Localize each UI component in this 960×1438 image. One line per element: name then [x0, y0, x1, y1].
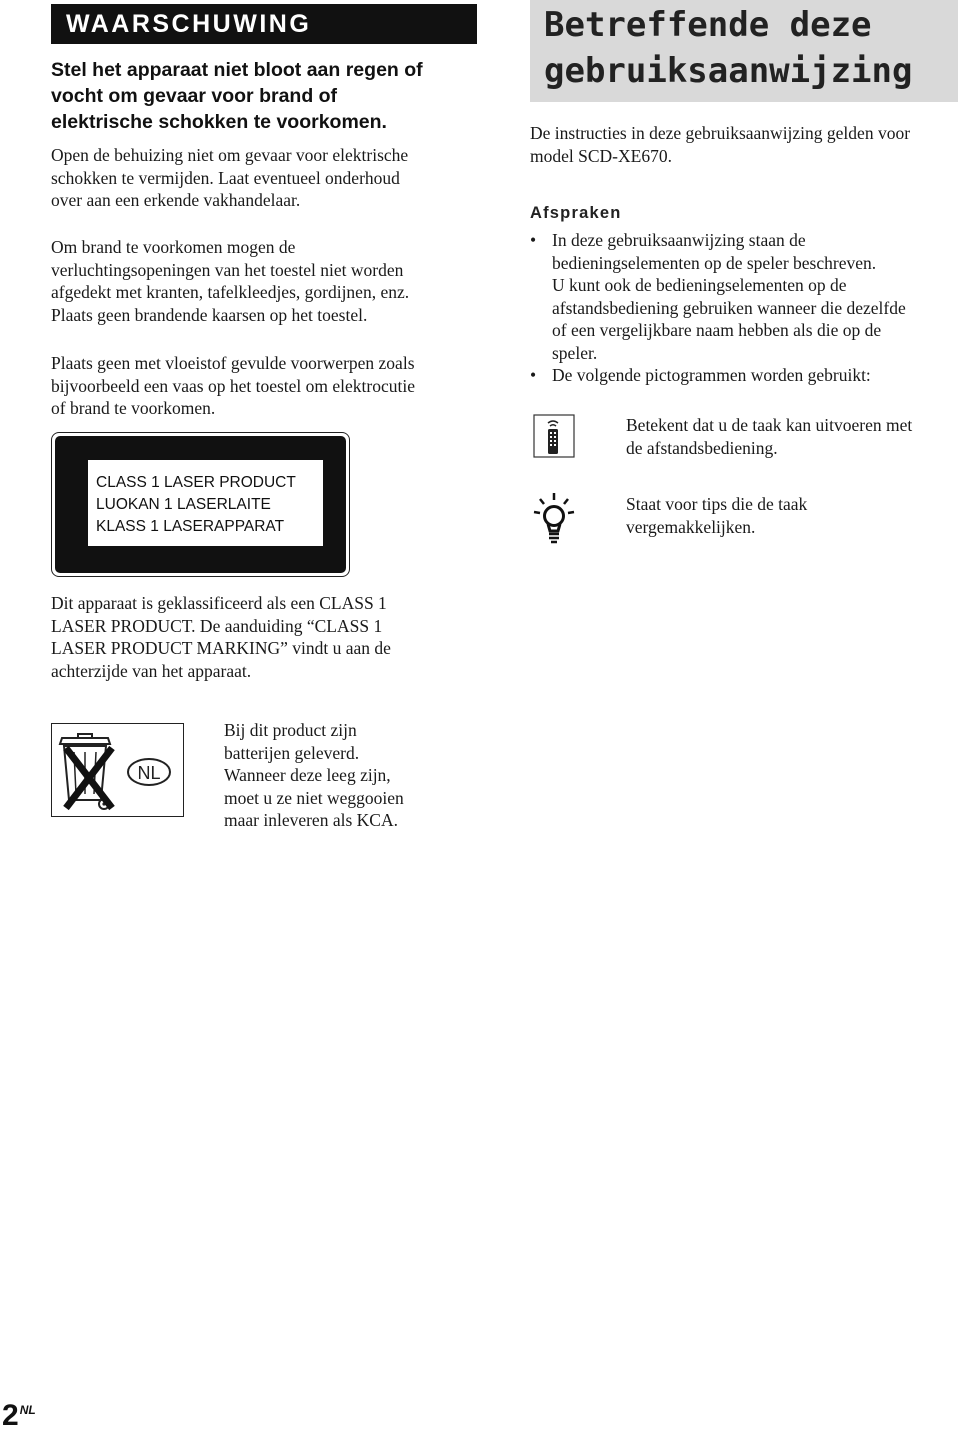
laser-label-background [55, 436, 346, 573]
text-line: maar inleveren als KCA. [224, 810, 398, 830]
text-line: over aan een erkende vakhandelaar. [51, 190, 301, 210]
text-line: LASER PRODUCT MARKING” vindt u aan de [51, 638, 391, 658]
text-line: vergemakkelijken. [626, 516, 756, 537]
text-line: bijvoorbeeld een vaas op het toestel om elektrocutie [51, 375, 415, 396]
text-line: speler. [552, 342, 598, 363]
warning-paragraph-fire [51, 236, 481, 326]
laser-classification-paragraph [51, 592, 481, 682]
laser-label-line: KLASS 1 LASERAPPARAT [96, 518, 285, 535]
text-line: afgedekt met kranten, tafelkleedjes, gordijnen, enz. [51, 282, 410, 302]
list-item [530, 364, 958, 387]
text-line: Bij dit product zijn [224, 720, 357, 740]
nl-logo-text: NL [137, 763, 161, 783]
page-language-code: NL [19, 1403, 36, 1417]
light-bulb-icon [533, 491, 575, 547]
warning-bold-line: Stel het apparaat niet bloot aan regen of [51, 59, 423, 81]
text-line: Betekent dat u de taak kan uitvoeren met [626, 415, 913, 435]
text-line: Om brand te voorkomen mogen de [51, 237, 296, 257]
warning-heading: WAARSCHUWING [51, 4, 477, 44]
crossed-bin-icon [52, 724, 182, 815]
bullet-dot: • [530, 230, 537, 250]
page-number [2, 1399, 36, 1438]
text-line: In deze gebruiksaanwijzing staan de [552, 230, 806, 250]
text-line: De volgende pictogrammen worden gebruikt: [552, 365, 871, 385]
remote-control-icon [533, 414, 575, 458]
text-line: LASER PRODUCT. De aanduiding “CLASS 1 [51, 615, 383, 636]
remote-icon-description [626, 414, 960, 459]
text-line: Dit apparaat is geklassificeerd als een CLASS 1 [51, 593, 387, 613]
warning-bold-text [51, 57, 491, 135]
laser-label-text-panel [88, 460, 323, 546]
warning-bold-line: vocht om gevaar voor brand of [51, 85, 338, 107]
list-item [530, 229, 958, 364]
laser-label-line: CLASS 1 LASER PRODUCT [96, 474, 296, 491]
battery-paragraph [224, 719, 464, 832]
bullet-dot: • [530, 365, 537, 385]
heading-line: gebruiksaanwijzing [544, 51, 913, 91]
text-line: Plaats geen met vloeistof gevulde voorwerpen zoals [51, 353, 415, 373]
about-manual-heading [530, 0, 958, 102]
laser-label-line: LUOKAN 1 LASERLAITE [96, 496, 271, 513]
text-line: of brand te voorkomen. [51, 398, 216, 418]
text-line: U kunt ook de bedieningselementen op de [552, 275, 847, 295]
page-number-value: 2 [2, 1399, 19, 1432]
text-line: of een vergelijkbare naam hebben als die op de [552, 320, 882, 340]
text-line: moet u ze niet weggooien [224, 787, 404, 808]
text-line: Wanneer deze leeg zijn, [224, 765, 391, 785]
text-line: achterzijde van het apparaat. [51, 660, 252, 681]
text-line: Open de behuizing niet om gevaar voor elektrische [51, 145, 409, 165]
text-line: de afstandsbediening. [626, 437, 778, 458]
about-intro-paragraph [530, 122, 960, 167]
laser-product-label [51, 432, 350, 577]
tip-icon-description [626, 493, 960, 538]
warning-paragraph-housing [51, 144, 481, 212]
conventions-subheading: Afspraken [530, 204, 622, 222]
text-line: Staat voor tips die de taak [626, 494, 808, 514]
text-line: batterijen geleverd. [224, 742, 360, 763]
battery-disposal-logo [51, 723, 184, 817]
text-line: verluchtingsopeningen van het toestel niet worden [51, 259, 404, 280]
text-line: afstandsbediening gebruiken wanneer die dezelfde [552, 297, 906, 318]
text-line: bedieningselementen op de speler beschreven. [552, 252, 877, 273]
text-line: model SCD-XE670. [530, 145, 672, 166]
text-line: schokken te vermijden. Laat eventueel onderhoud [51, 167, 400, 188]
text-line: De instructies in deze gebruiksaanwijzing gelden voor [530, 123, 911, 143]
conventions-list [530, 229, 958, 387]
heading-line: Betreffende deze [544, 5, 872, 45]
text-line: Plaats geen brandende kaarsen op het toestel. [51, 304, 368, 325]
warning-bold-line: elektrische schokken te voorkomen. [51, 111, 387, 133]
warning-paragraph-liquid [51, 352, 481, 420]
